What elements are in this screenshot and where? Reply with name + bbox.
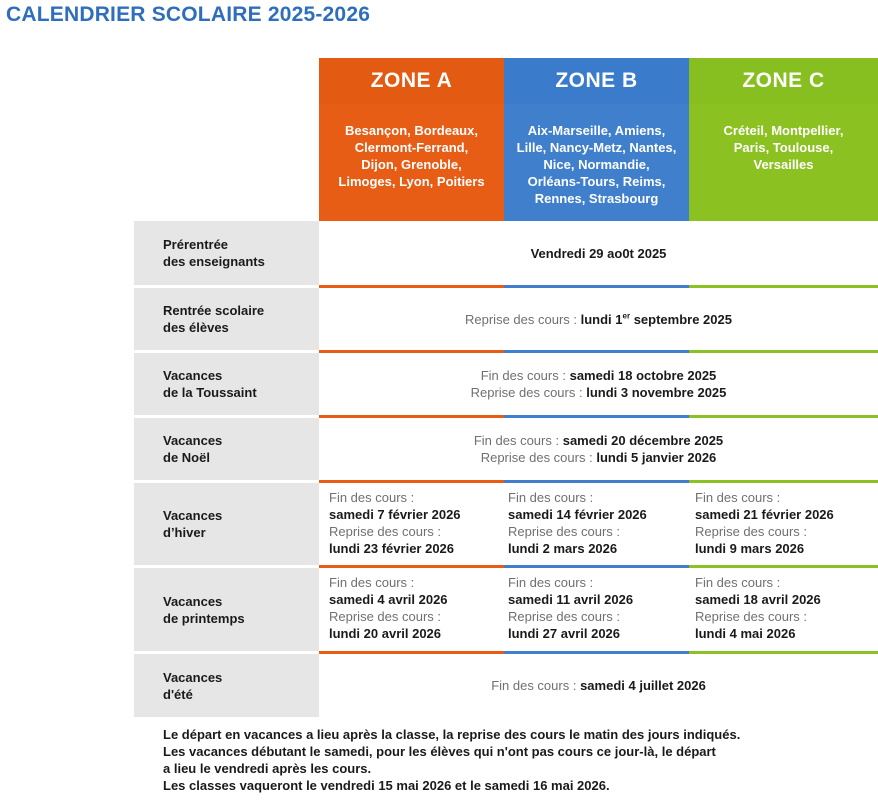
fin-line	[491, 677, 706, 694]
row-content-rentree	[319, 288, 878, 350]
reprise-line	[471, 384, 727, 401]
label-line: Prérentrée	[163, 237, 229, 252]
fin-date: samedi 18 octobre 2025	[569, 368, 717, 383]
city-line: Paris, Toulouse,	[733, 140, 834, 155]
city-line: Créteil, Montpellier,	[723, 123, 844, 138]
reprise-label: Reprise des cours :	[329, 609, 441, 624]
reprise-label: Reprise des cours :	[329, 524, 441, 539]
row-label-printemps	[134, 568, 319, 651]
city-line: Orléans-Tours, Reims,	[527, 174, 666, 189]
city-line: Aix-Marseille, Amiens,	[527, 123, 666, 138]
reprise-date: lundi 20 avril 2026	[329, 626, 442, 641]
reprise-label: Reprise des cours :	[470, 385, 583, 400]
reprise-label: Reprise des cours :	[465, 311, 577, 327]
row-label-prerentree	[134, 221, 319, 285]
reprise-date	[581, 312, 732, 327]
reprise-date: lundi 23 février 2026	[329, 541, 455, 556]
label-line: Vacances	[163, 508, 223, 523]
fin-date: samedi 18 avril 2026	[695, 592, 821, 607]
reprise-date: lundi 3 novembre 2025	[586, 385, 727, 400]
label-line: Vacances	[163, 368, 223, 383]
row-content-prerentree	[319, 221, 878, 285]
city-line: Lille, Nancy-Metz, Nantes,	[516, 140, 677, 155]
row-label-noel	[134, 418, 319, 480]
ordinal-sup: er	[622, 311, 631, 321]
note-line: Les vacances débutant le samedi, pour les élèves qui n'ont pas cours ce jour-là, le départ	[163, 744, 716, 759]
fin-label: Fin des cours :	[508, 490, 594, 505]
reprise-date: lundi 4 mai 2026	[695, 626, 796, 641]
zone-b-cities	[504, 104, 689, 221]
reprise-label: Reprise des cours :	[480, 450, 593, 465]
fin-label: Fin des cours :	[480, 368, 566, 383]
city-line: Versailles	[753, 157, 814, 172]
fin-label: Fin des cours :	[508, 575, 594, 590]
fin-date: samedi 20 décembre 2025	[562, 433, 724, 448]
fin-date: samedi 14 février 2026	[508, 507, 647, 522]
note-line: Les classes vaqueront le vendredi 15 mai 2026 et le samedi 16 mai 2026.	[163, 778, 610, 793]
zone-a-header: ZONE A	[319, 58, 504, 104]
city-line: Clermont-Ferrand,	[354, 140, 469, 155]
reprise-label: Reprise des cours :	[695, 609, 807, 624]
reprise-date: lundi 5 janvier 2026	[596, 450, 717, 465]
label-line: Vacances	[163, 433, 223, 448]
reprise-label: Reprise des cours :	[508, 609, 620, 624]
zone-b-header: ZONE B	[504, 58, 689, 104]
reprise-line	[481, 449, 717, 466]
label-line: Rentrée scolaire	[163, 303, 265, 318]
fin-label: Fin des cours :	[695, 575, 781, 590]
city-line: Limoges, Lyon, Poitiers	[338, 174, 485, 189]
fin-label: Fin des cours :	[329, 490, 415, 505]
zone-c-cities	[689, 104, 878, 221]
row-label-ete	[134, 654, 319, 717]
rentree-line	[465, 311, 732, 328]
label-line: des enseignants	[163, 254, 265, 269]
printemps-zone-b	[498, 568, 689, 651]
date-part: lundi 1	[580, 311, 623, 327]
fin-line	[474, 432, 723, 449]
city-line: Rennes, Strasbourg	[534, 191, 659, 206]
reprise-date: lundi 27 avril 2026	[508, 626, 621, 641]
row-content-noel	[319, 418, 878, 480]
fin-label: Fin des cours :	[695, 490, 781, 505]
fin-date: samedi 7 février 2026	[329, 507, 461, 522]
note-line: a lieu le vendredi après les cours.	[163, 761, 372, 776]
row-label-toussaint	[134, 353, 319, 415]
label-line: de Noël	[163, 450, 210, 465]
label-line: Vacances	[163, 669, 223, 685]
label-line: Vacances	[163, 593, 223, 609]
hiver-zone-b	[498, 483, 689, 565]
row-content-ete	[319, 654, 878, 717]
printemps-zone-a	[319, 568, 504, 651]
reprise-date: lundi 2 mars 2026	[508, 541, 618, 556]
label-line: de la Toussaint	[163, 385, 257, 400]
city-line: Besançon, Bordeaux,	[345, 123, 478, 138]
row-label-rentree	[134, 288, 319, 350]
zone-c-header: ZONE C	[689, 58, 878, 104]
fin-line	[481, 367, 717, 384]
label-line: de printemps	[163, 610, 245, 626]
note-line: Le départ en vacances a lieu après la classe, la reprise des cours le matin des jours indiqués.	[163, 727, 741, 742]
fin-date: samedi 11 avril 2026	[508, 592, 634, 607]
zone-a-cities	[319, 104, 504, 221]
row-label-hiver	[134, 483, 319, 565]
printemps-zone-c	[685, 568, 878, 651]
city-line: Nice, Normandie,	[543, 157, 650, 172]
page-title: CALENDRIER SCOLAIRE 2025-2026	[6, 3, 371, 26]
label-line: d'été	[163, 686, 193, 702]
reprise-label: Reprise des cours :	[695, 524, 807, 539]
fin-date: samedi 21 février 2026	[695, 507, 834, 522]
reprise-label: Reprise des cours :	[508, 524, 620, 539]
date-value: Vendredi 29 ao0t 2025	[530, 245, 667, 261]
hiver-zone-c	[685, 483, 878, 565]
fin-label: Fin des cours :	[491, 678, 577, 693]
date-part: septembre 2025	[630, 311, 732, 327]
row-content-toussaint	[319, 353, 878, 415]
footnotes	[163, 726, 863, 794]
reprise-date: lundi 9 mars 2026	[695, 541, 805, 556]
label-line: des élèves	[163, 320, 229, 335]
hiver-zone-a	[319, 483, 504, 565]
label-line: d’hiver	[163, 525, 206, 540]
city-line: Dijon, Grenoble,	[361, 157, 462, 172]
fin-date: samedi 4 avril 2026	[329, 592, 448, 607]
fin-label: Fin des cours :	[473, 433, 560, 448]
fin-label: Fin des cours :	[329, 575, 415, 590]
fin-date: samedi 4 juillet 2026	[580, 678, 706, 693]
